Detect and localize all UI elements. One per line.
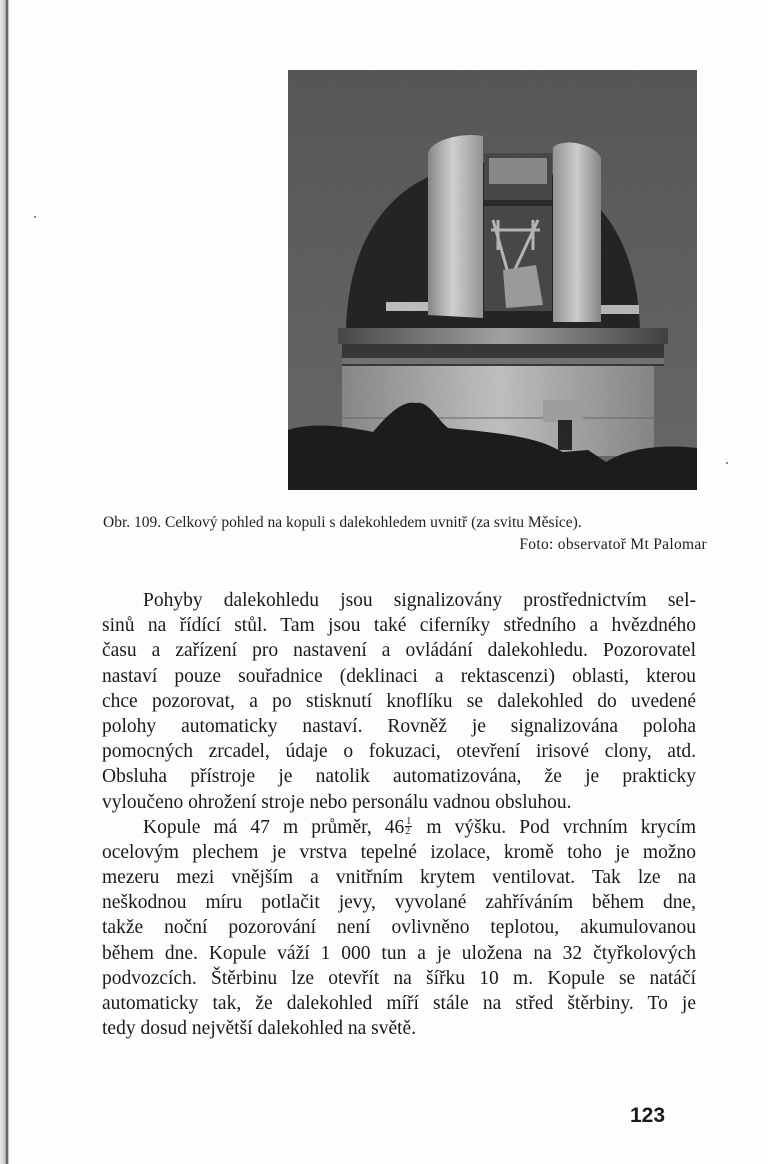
caption-credit: Foto: observatoř Mt Palomar [519, 536, 707, 553]
text-line: tedy dosud největší dalekohled na světě. [102, 1018, 417, 1040]
fraction-one-half [405, 817, 412, 836]
text-line: Pohyby dalekohledu jsou signalizovány prostřednictvím sel- [143, 590, 696, 611]
text-segment: Kopule má 47 m průměr, 46 [143, 816, 405, 838]
text-line: Obsluha přístroje je natolik automatizována, že je prakticky [102, 766, 696, 788]
paragraph-2 [102, 815, 696, 1042]
observatory-dome-photo [288, 70, 697, 490]
text-line: podvozcích. Štěrbinu lze otevřít na šířku 10 m. Kopule se natáčí [102, 967, 696, 989]
scan-speck [34, 216, 36, 218]
page-number: 123 [630, 1104, 666, 1127]
text-line-with-fraction [102, 815, 696, 840]
article-body [102, 588, 696, 1041]
text-line: vyloučeno ohrožení stroje nebo personálu vadnou obsluhou. [102, 791, 572, 813]
text-line: pomocných zrcadel, údaje o fokuzaci, otevření irisové clony, atd. [102, 741, 696, 763]
text-line: nastaví pouze souřadnice (deklinaci a rektascenzi) oblasti, kterou [102, 665, 696, 687]
fraction-numerator: 1 [406, 815, 412, 827]
paragraph-1 [102, 588, 696, 815]
caption-title: Obr. 109. Celkový pohled na kopuli s dalekohledem uvnitř (za svitu Měsíce). [103, 514, 582, 531]
text-line: během dne. Kopule váží 1 000 tun a je uložena na 32 čtyřkolových [102, 942, 696, 964]
fraction-denominator: 2 [405, 825, 411, 837]
figure-caption [103, 512, 707, 556]
page-binding-edge [0, 0, 9, 1164]
text-line: automaticky tak, že dalekohled míří stále na střed štěrbiny. To je [102, 993, 696, 1014]
text-line: času a zařízení pro nastavení a ovládání dalekohledu. Pozorovatel [102, 640, 696, 662]
text-line: neškodnou míru potlačit jevy, vyvolané zahříváním během dne, [102, 892, 696, 914]
scan-speck [726, 462, 728, 464]
text-line: chce pozorovat, a po stisknutí knoflíku se dalekohled do uvedené [102, 690, 696, 712]
text-line: sinů na řídící stůl. Tam jsou také ciferníky středního a hvězdného [102, 615, 696, 637]
text-line: ocelovým plechem je vrstva tepelné izolace, kromě toho je možno [102, 841, 696, 863]
text-line: mezeru mezi vnějším a vnitřním krytem ventilovat. Tak lze na [102, 867, 696, 889]
text-line: polohy automaticky nastaví. Rovněž je signalizována poloha [102, 715, 696, 737]
text-line: takže noční pozorování není ovlivněno teplotou, akumulovanou [102, 917, 696, 939]
text-segment: m výšku. Pod vrchním krycím [413, 816, 696, 838]
